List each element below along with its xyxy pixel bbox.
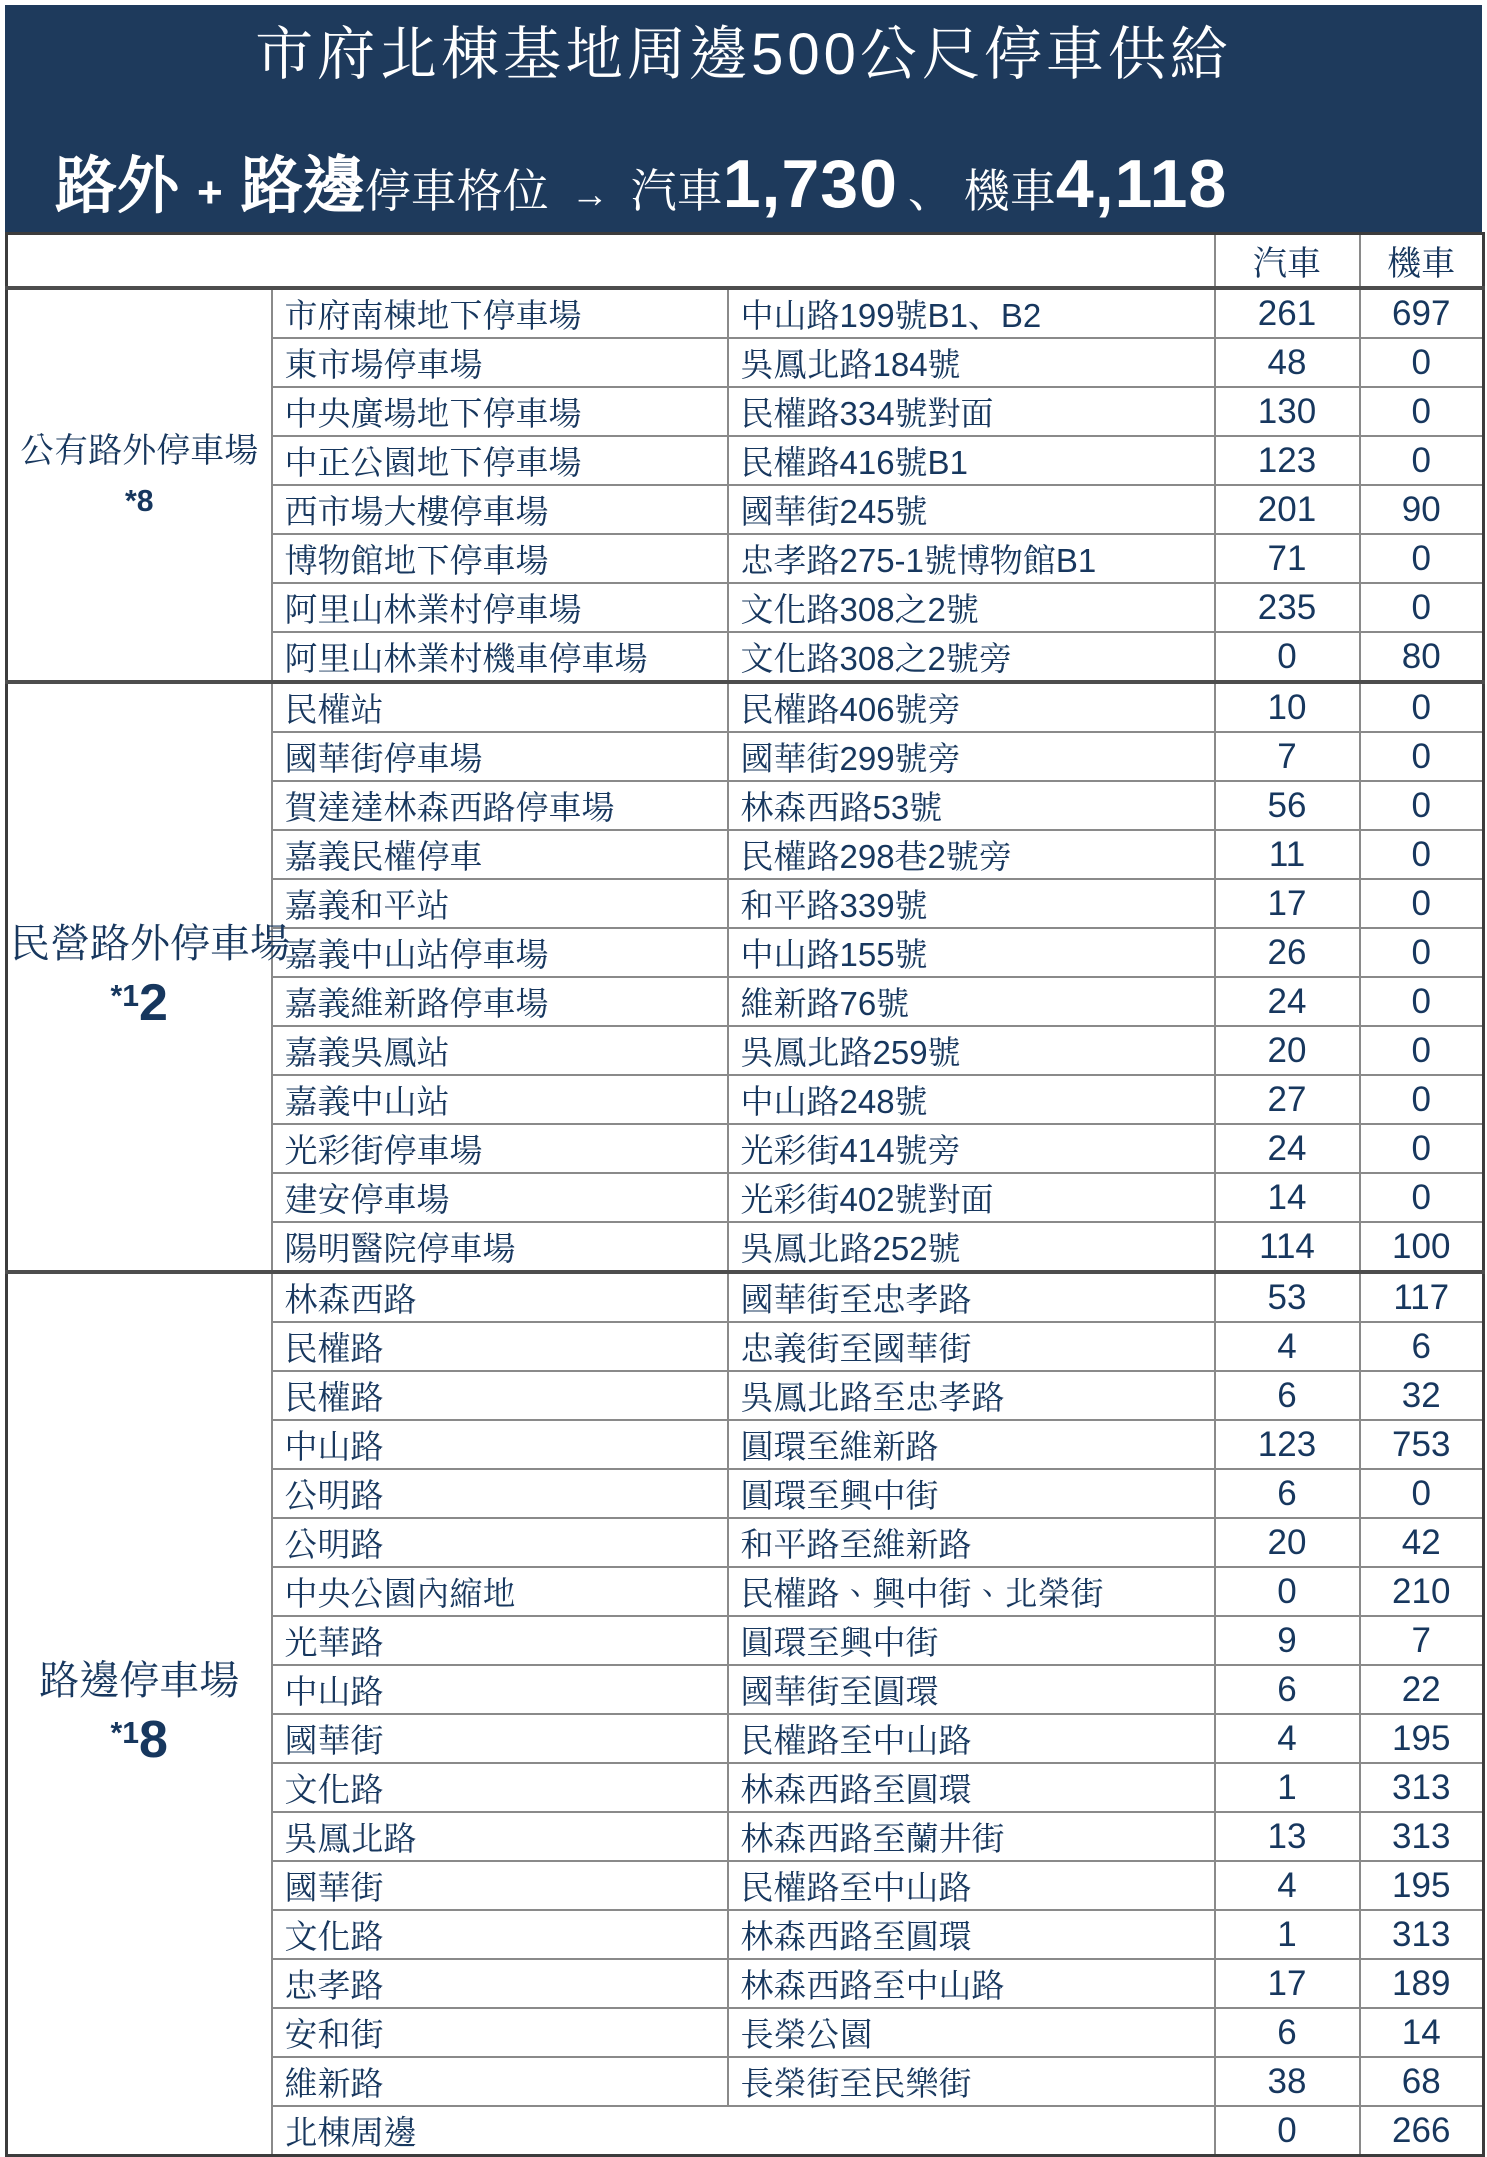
car-count-cell: 4 — [1215, 1714, 1360, 1763]
facility-name-cell: 忠孝路 — [272, 1959, 728, 2008]
moto-count-cell: 697 — [1360, 288, 1484, 338]
car-total-label: 汽車 — [630, 165, 723, 217]
totals-subtitle — [5, 146, 1482, 222]
address-cell: 維新路76號 — [728, 977, 1215, 1026]
facility-name-cell: 阿里山林業村停車場 — [272, 583, 728, 632]
car-count-cell: 27 — [1215, 1075, 1360, 1124]
address-cell: 民權路416號B1 — [728, 436, 1215, 485]
address-cell: 民權路、興中街、北榮街 — [728, 1567, 1215, 1616]
facility-name-cell: 光華路 — [272, 1616, 728, 1665]
spaces-label: 停車格位 — [364, 165, 549, 217]
facility-name-cell: 建安停車場 — [272, 1173, 728, 1222]
address-cell: 林森西路至圓環 — [728, 1910, 1215, 1959]
car-count-cell: 24 — [1215, 977, 1360, 1026]
column-header-row — [7, 234, 1484, 289]
car-count-cell: 6 — [1215, 2008, 1360, 2057]
car-count-cell: 123 — [1215, 1420, 1360, 1469]
facility-name-cell: 吳鳳北路 — [272, 1812, 728, 1861]
moto-count-cell: 0 — [1360, 583, 1484, 632]
moto-count-cell: 189 — [1360, 1959, 1484, 2008]
section-label: 路邊停車場 — [39, 1659, 240, 1703]
address-cell: 吳鳳北路至忠孝路 — [728, 1371, 1215, 1420]
address-cell: 國華街245號 — [728, 485, 1215, 534]
car-count-cell: 14 — [1215, 1173, 1360, 1222]
facility-name-cell: 國華街 — [272, 1861, 728, 1910]
facility-name-cell: 民權路 — [272, 1322, 728, 1371]
moto-count-cell: 100 — [1360, 1222, 1484, 1272]
address-cell: 圓環至維新路 — [728, 1420, 1215, 1469]
moto-count-cell: 0 — [1360, 338, 1484, 387]
facility-name-cell: 民權站 — [272, 682, 728, 732]
moto-count-cell: 0 — [1360, 1026, 1484, 1075]
car-count-cell: 235 — [1215, 583, 1360, 632]
totals-separator: 、 — [907, 165, 954, 217]
moto-count-cell: 0 — [1360, 682, 1484, 732]
moto-count-cell: 0 — [1360, 977, 1484, 1026]
moto-total-value: 4,118 — [1055, 146, 1228, 222]
moto-count-cell: 0 — [1360, 436, 1484, 485]
car-count-cell: 48 — [1215, 338, 1360, 387]
facility-name-cell: 公明路 — [272, 1518, 728, 1567]
address-cell: 光彩街414號旁 — [728, 1124, 1215, 1173]
section-label-cell — [7, 682, 290, 1272]
facility-name-cell: 中山路 — [272, 1420, 728, 1469]
address-cell: 國華街299號旁 — [728, 732, 1215, 781]
car-count-cell: 20 — [1215, 1026, 1360, 1075]
moto-count-cell: 753 — [1360, 1420, 1484, 1469]
section-label-cell — [7, 1272, 272, 2156]
address-cell: 圓環至興中街 — [728, 1616, 1215, 1665]
moto-count-cell: 195 — [1360, 1714, 1484, 1763]
address-cell: 國華街至忠孝路 — [728, 1272, 1215, 1322]
column-header-moto: 機車 — [1360, 234, 1484, 289]
address-cell: 光彩街402號對面 — [728, 1173, 1215, 1222]
car-total-value: 1,730 — [722, 146, 898, 222]
address-cell: 中山路248號 — [728, 1075, 1215, 1124]
facility-name-cell: 民權路 — [272, 1371, 728, 1420]
facility-name-cell: 西市場大樓停車場 — [272, 485, 728, 534]
offstreet-label: 路外 — [55, 152, 180, 221]
address-cell: 吳鳳北路252號 — [728, 1222, 1215, 1272]
car-count-cell: 9 — [1215, 1616, 1360, 1665]
moto-count-cell: 90 — [1360, 485, 1484, 534]
page-title: 市府北棟基地周邊500公尺停車供給 — [255, 22, 1232, 87]
moto-count-cell: 80 — [1360, 632, 1484, 682]
car-count-cell: 13 — [1215, 1812, 1360, 1861]
address-cell: 國華街至圓環 — [728, 1665, 1215, 1714]
section-label-cell — [7, 288, 272, 682]
moto-count-cell: 42 — [1360, 1518, 1484, 1567]
address-cell: 長榮街至民樂街 — [728, 2057, 1215, 2106]
moto-count-cell: 7 — [1360, 1616, 1484, 1665]
address-cell: 吳鳳北路259號 — [728, 1026, 1215, 1075]
address-cell: 民權路至中山路 — [728, 1714, 1215, 1763]
moto-count-cell: 0 — [1360, 830, 1484, 879]
facility-name-cell: 中央公園內縮地 — [272, 1567, 728, 1616]
car-count-cell: 6 — [1215, 1665, 1360, 1714]
moto-count-cell: 313 — [1360, 1910, 1484, 1959]
facility-name-cell: 陽明醫院停車場 — [272, 1222, 728, 1272]
section-count: *12 — [110, 974, 168, 1032]
facility-name-cell: 市府南棟地下停車場 — [272, 288, 728, 338]
moto-count-cell: 0 — [1360, 928, 1484, 977]
address-cell: 民權路334號對面 — [728, 387, 1215, 436]
address-cell: 忠孝路275-1號博物館B1 — [728, 534, 1215, 583]
section-label: 公有路外停車場 — [20, 432, 259, 471]
address-cell: 中山路199號B1、B2 — [728, 288, 1215, 338]
car-count-cell: 1 — [1215, 1763, 1360, 1812]
address-cell: 和平路339號 — [728, 879, 1215, 928]
facility-name-cell: 阿里山林業村機車停車場 — [272, 632, 728, 682]
moto-count-cell: 210 — [1360, 1567, 1484, 1616]
onstreet-label: 路邊 — [240, 152, 365, 221]
facility-name-cell: 嘉義民權停車 — [272, 830, 728, 879]
address-cell: 民權路298巷2號旁 — [728, 830, 1215, 879]
moto-count-cell: 117 — [1360, 1272, 1484, 1322]
section-count: *18 — [110, 1711, 168, 1769]
section-label: 民營路外停車場 — [10, 922, 290, 966]
facility-name-cell: 嘉義中山站 — [272, 1075, 728, 1124]
facility-name-cell: 賀達達林森西路停車場 — [272, 781, 728, 830]
car-count-cell: 0 — [1215, 2106, 1360, 2156]
facility-name-cell: 東市場停車場 — [272, 338, 728, 387]
moto-count-cell: 0 — [1360, 1075, 1484, 1124]
moto-count-cell: 313 — [1360, 1812, 1484, 1861]
car-count-cell: 56 — [1215, 781, 1360, 830]
car-count-cell: 0 — [1215, 632, 1360, 682]
address-cell: 吳鳳北路184號 — [728, 338, 1215, 387]
address-cell: 忠義街至國華街 — [728, 1322, 1215, 1371]
moto-total-label: 機車 — [963, 165, 1056, 217]
header-spacer — [7, 234, 1215, 289]
table-row — [7, 288, 1484, 338]
address-cell: 和平路至維新路 — [728, 1518, 1215, 1567]
facility-name-cell: 國華街 — [272, 1714, 728, 1763]
car-count-cell: 17 — [1215, 1959, 1360, 2008]
address-cell: 文化路308之2號旁 — [728, 632, 1215, 682]
moto-count-cell: 0 — [1360, 1124, 1484, 1173]
facility-name-cell: 北棟周邊 — [272, 2106, 1215, 2156]
table-row — [7, 682, 1484, 732]
moto-count-cell: 6 — [1360, 1322, 1484, 1371]
moto-count-cell: 0 — [1360, 1469, 1484, 1518]
facility-name-cell: 安和街 — [272, 2008, 728, 2057]
moto-count-cell: 313 — [1360, 1763, 1484, 1812]
address-cell: 長榮公園 — [728, 2008, 1215, 2057]
facility-name-cell: 國華街停車場 — [272, 732, 728, 781]
car-count-cell: 20 — [1215, 1518, 1360, 1567]
address-cell: 中山路155號 — [728, 928, 1215, 977]
car-count-cell: 130 — [1215, 387, 1360, 436]
address-cell: 林森西路至圓環 — [728, 1763, 1215, 1812]
moto-count-cell: 0 — [1360, 534, 1484, 583]
car-count-cell: 123 — [1215, 436, 1360, 485]
table-row — [7, 1272, 1484, 1322]
address-cell: 文化路308之2號 — [728, 583, 1215, 632]
moto-count-cell: 0 — [1360, 387, 1484, 436]
facility-name-cell: 嘉義維新路停車場 — [272, 977, 728, 1026]
address-cell: 圓環至興中街 — [728, 1469, 1215, 1518]
arrow-icon: → — [570, 174, 609, 216]
car-count-cell: 4 — [1215, 1861, 1360, 1910]
address-cell: 民權路406號旁 — [728, 682, 1215, 732]
moto-count-cell: 22 — [1360, 1665, 1484, 1714]
car-count-cell: 4 — [1215, 1322, 1360, 1371]
car-count-cell: 17 — [1215, 879, 1360, 928]
car-count-cell: 1 — [1215, 1910, 1360, 1959]
facility-name-cell: 嘉義和平站 — [272, 879, 728, 928]
address-cell: 林森西路至中山路 — [728, 1959, 1215, 2008]
car-count-cell: 11 — [1215, 830, 1360, 879]
facility-name-cell: 文化路 — [272, 1763, 728, 1812]
parking-table — [5, 232, 1485, 2157]
car-count-cell: 71 — [1215, 534, 1360, 583]
car-count-cell: 6 — [1215, 1469, 1360, 1518]
facility-name-cell: 文化路 — [272, 1910, 728, 1959]
moto-count-cell: 0 — [1360, 1173, 1484, 1222]
section-count: *8 — [124, 484, 154, 518]
address-cell: 林森西路至蘭井街 — [728, 1812, 1215, 1861]
moto-count-cell: 195 — [1360, 1861, 1484, 1910]
car-count-cell: 26 — [1215, 928, 1360, 977]
car-count-cell: 24 — [1215, 1124, 1360, 1173]
plus-sign: + — [197, 168, 223, 217]
moto-count-cell: 0 — [1360, 732, 1484, 781]
car-count-cell: 114 — [1215, 1222, 1360, 1272]
moto-count-cell: 0 — [1360, 879, 1484, 928]
car-count-cell: 0 — [1215, 1567, 1360, 1616]
address-cell: 民權路至中山路 — [728, 1861, 1215, 1910]
moto-count-cell: 0 — [1360, 781, 1484, 830]
facility-name-cell: 博物館地下停車場 — [272, 534, 728, 583]
facility-name-cell: 中山路 — [272, 1665, 728, 1714]
facility-name-cell: 公明路 — [272, 1469, 728, 1518]
address-cell: 林森西路53號 — [728, 781, 1215, 830]
car-count-cell: 10 — [1215, 682, 1360, 732]
car-count-cell: 6 — [1215, 1371, 1360, 1420]
car-count-cell: 7 — [1215, 732, 1360, 781]
banner — [5, 5, 1482, 232]
moto-count-cell: 14 — [1360, 2008, 1484, 2057]
facility-name-cell: 嘉義吳鳳站 — [272, 1026, 728, 1075]
car-count-cell: 201 — [1215, 485, 1360, 534]
car-count-cell: 261 — [1215, 288, 1360, 338]
moto-count-cell: 68 — [1360, 2057, 1484, 2106]
column-header-car: 汽車 — [1215, 234, 1360, 289]
facility-name-cell: 光彩街停車場 — [272, 1124, 728, 1173]
moto-count-cell: 32 — [1360, 1371, 1484, 1420]
car-count-cell: 53 — [1215, 1272, 1360, 1322]
facility-name-cell: 林森西路 — [272, 1272, 728, 1322]
facility-name-cell: 嘉義中山站停車場 — [272, 928, 728, 977]
facility-name-cell: 維新路 — [272, 2057, 728, 2106]
facility-name-cell: 中央廣場地下停車場 — [272, 387, 728, 436]
car-count-cell: 38 — [1215, 2057, 1360, 2106]
facility-name-cell: 中正公園地下停車場 — [272, 436, 728, 485]
moto-count-cell: 266 — [1360, 2106, 1484, 2156]
